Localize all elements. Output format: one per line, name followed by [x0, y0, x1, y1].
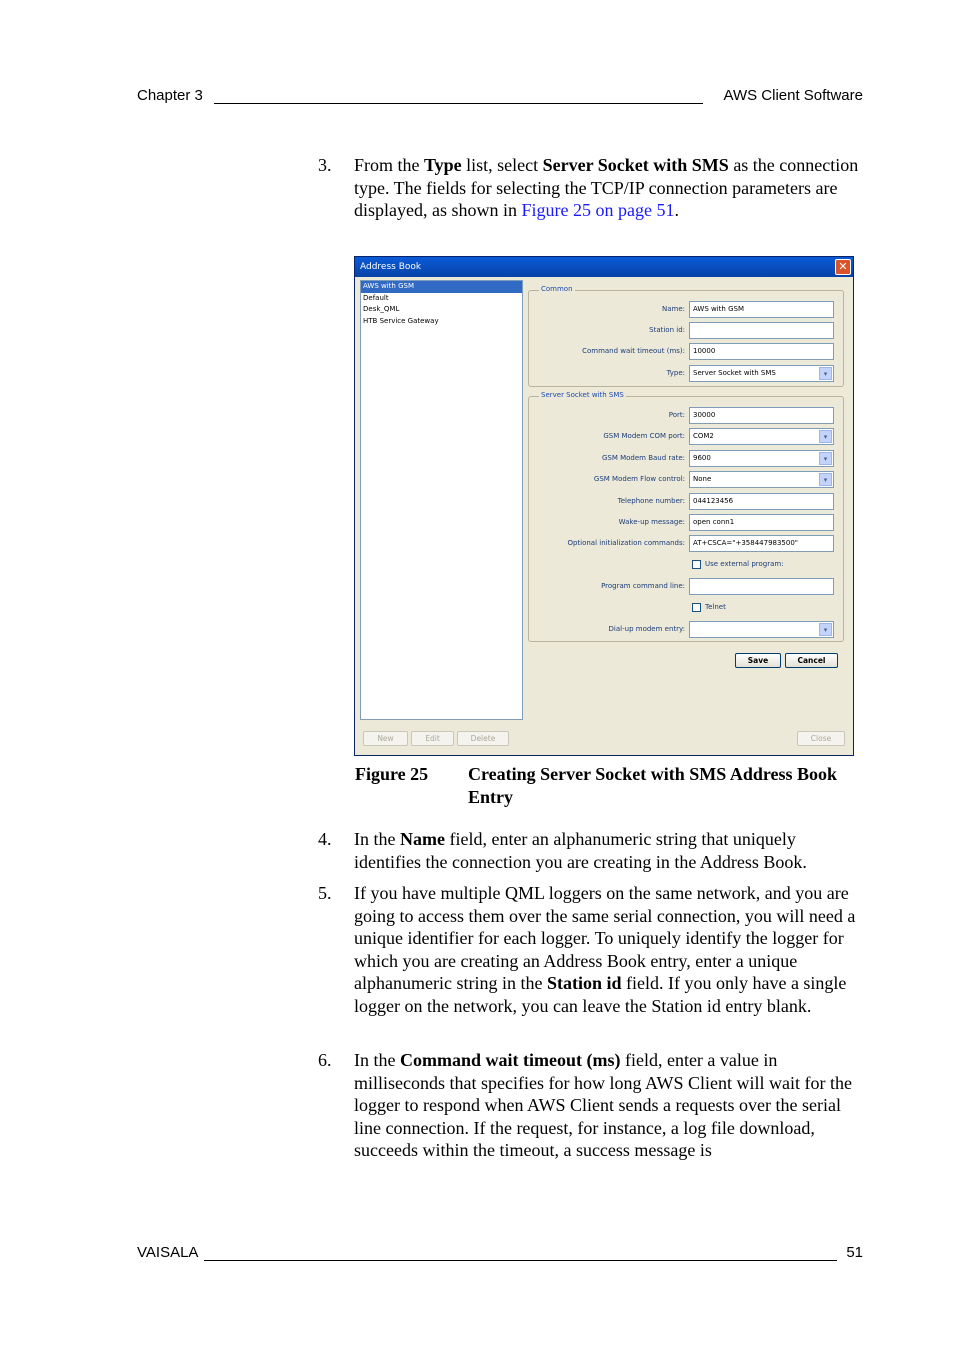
port-row	[529, 407, 845, 424]
window-titlebar	[355, 257, 853, 277]
name-field[interactable]: AWS with GSM	[689, 301, 834, 318]
common-group	[528, 285, 844, 387]
station-row	[529, 322, 845, 339]
chevron-down-icon[interactable]: ▾	[819, 367, 832, 380]
step-text: From the Type list, select Server Socket with SMS as the connection type. The fields for selecting the TCP/IP connection parameters are displayed, as shown in Figure 25 on page 51.	[354, 155, 859, 221]
figure-caption	[355, 763, 865, 808]
chevron-down-icon[interactable]: ▾	[819, 473, 832, 486]
list-item[interactable]: AWS with GSM	[361, 281, 522, 293]
page-footer	[137, 1244, 863, 1264]
delete-button[interactable]: Delete	[457, 731, 509, 746]
flow-value: None	[693, 475, 712, 483]
footer-rule	[204, 1260, 837, 1261]
telephone-label: Telephone number:	[617, 497, 685, 505]
new-button[interactable]: New	[363, 731, 408, 746]
step-text: If you have multiple QML loggers on the same network, and you are going to access them over the same serial connection, you will need a unique identifier for each logger. To uniquely identify the logger for which you are creating an Address Book entry, enter a unique alphanumeric string in the Station id field. If you only have a single logger on the network, you can leave the Station id entry blank.	[354, 883, 856, 1016]
telephone-field[interactable]: 044123456	[689, 493, 834, 510]
chevron-down-icon[interactable]: ▾	[819, 430, 832, 443]
program-label: Program command line:	[601, 582, 685, 590]
type-value: Server Socket with SMS	[693, 369, 776, 377]
timeout-label: Command wait timeout (ms):	[582, 347, 685, 355]
step-text: In the Name field, enter an alphanumeric string that uniquely identifies the connection you are creating in the Address Book.	[354, 829, 807, 872]
page-number: 51	[846, 1244, 863, 1261]
name-label: Name:	[661, 305, 685, 313]
figure-link[interactable]: Figure 25 on page 51	[521, 200, 675, 221]
baud-row	[529, 450, 845, 467]
init-row	[529, 535, 845, 552]
init-commands-field[interactable]: AT+CSCA="+358447983500"	[689, 535, 834, 552]
step-number: 3.	[318, 155, 332, 175]
com-port-select[interactable]	[689, 428, 834, 445]
external-program-checkbox[interactable]	[692, 560, 701, 569]
sms-group	[528, 391, 844, 642]
figure-title: Creating Server Socket with SMS Address Book Entry	[468, 764, 838, 807]
company-name: VAISALA	[137, 1244, 199, 1261]
port-label: Port:	[668, 411, 685, 419]
chapter-title: AWS Client Software	[723, 87, 863, 104]
list-item[interactable]: HTB Service Gateway	[363, 316, 439, 325]
sms-group-title: Server Socket with SMS	[541, 391, 624, 399]
chevron-down-icon[interactable]: ▾	[819, 452, 832, 465]
program-row	[529, 578, 845, 595]
baud-label: GSM Modem Baud rate:	[601, 454, 685, 462]
type-label: Type:	[666, 369, 685, 377]
header-rule	[214, 103, 703, 104]
page-header	[137, 87, 863, 107]
telnet-row	[529, 600, 845, 617]
flow-row	[529, 471, 845, 488]
init-label: Optional initialization commands:	[567, 539, 685, 547]
close-button[interactable]: Close	[797, 731, 845, 746]
step-4	[318, 828, 863, 873]
dialup-label: Dial-up modem entry:	[608, 625, 685, 633]
type-select[interactable]	[689, 365, 834, 382]
chapter-label: Chapter 3	[137, 87, 203, 104]
external-program-label: Use external program:	[705, 560, 784, 568]
telephone-row	[529, 493, 845, 510]
step-3	[318, 154, 863, 222]
type-row	[529, 365, 845, 382]
timeout-field[interactable]: 10000	[689, 343, 834, 360]
list-item[interactable]: Desk_QML	[363, 305, 400, 313]
com-value: COM2	[693, 432, 714, 440]
chevron-down-icon[interactable]: ▾	[819, 623, 832, 636]
wakeup-field[interactable]: open conn1	[689, 514, 834, 531]
window-title: Address Book	[360, 262, 422, 272]
port-field[interactable]: 30000	[689, 407, 834, 424]
telnet-checkbox[interactable]	[692, 603, 701, 612]
timeout-row	[529, 343, 845, 360]
dialup-row	[529, 621, 845, 638]
wakeup-row	[529, 514, 845, 531]
step-text: In the Command wait timeout (ms) field, enter a value in milliseconds that specifies for how long AWS Client will wait for the logger to respond when AWS Client sends a requests over the serial line connection. If the request, for instance, a log file download, succeeds within the timeout, a success message is	[354, 1050, 852, 1161]
com-label: GSM Modem COM port:	[603, 432, 685, 440]
program-command-field[interactable]	[689, 578, 834, 595]
station-id-field[interactable]	[689, 322, 834, 339]
flow-label: GSM Modem Flow control:	[593, 475, 685, 483]
station-label: Station id:	[649, 326, 685, 334]
dialup-select[interactable]	[689, 621, 834, 638]
step-5	[318, 882, 863, 1018]
address-book-window	[354, 256, 854, 756]
external-row	[529, 557, 845, 574]
figure-number: Figure 25	[355, 764, 429, 784]
close-icon[interactable]: ✕	[835, 259, 851, 275]
flow-control-select[interactable]	[689, 471, 834, 488]
common-group-title: Common	[541, 285, 573, 293]
step-6	[318, 1049, 863, 1162]
edit-button[interactable]: Edit	[411, 731, 454, 746]
address-list[interactable]	[360, 280, 523, 720]
name-row	[529, 301, 845, 318]
list-item[interactable]: Default	[363, 293, 389, 302]
cancel-button[interactable]: Cancel	[785, 653, 838, 668]
save-button[interactable]: Save	[735, 653, 781, 668]
com-row	[529, 428, 845, 445]
wakeup-label: Wake-up message:	[618, 518, 685, 526]
step-number: 5.	[318, 883, 332, 903]
baud-value: 9600	[693, 454, 711, 462]
step-number: 6.	[318, 1050, 332, 1070]
step-number: 4.	[318, 829, 332, 849]
telnet-label: Telnet	[705, 603, 726, 611]
baud-rate-select[interactable]	[689, 450, 834, 467]
